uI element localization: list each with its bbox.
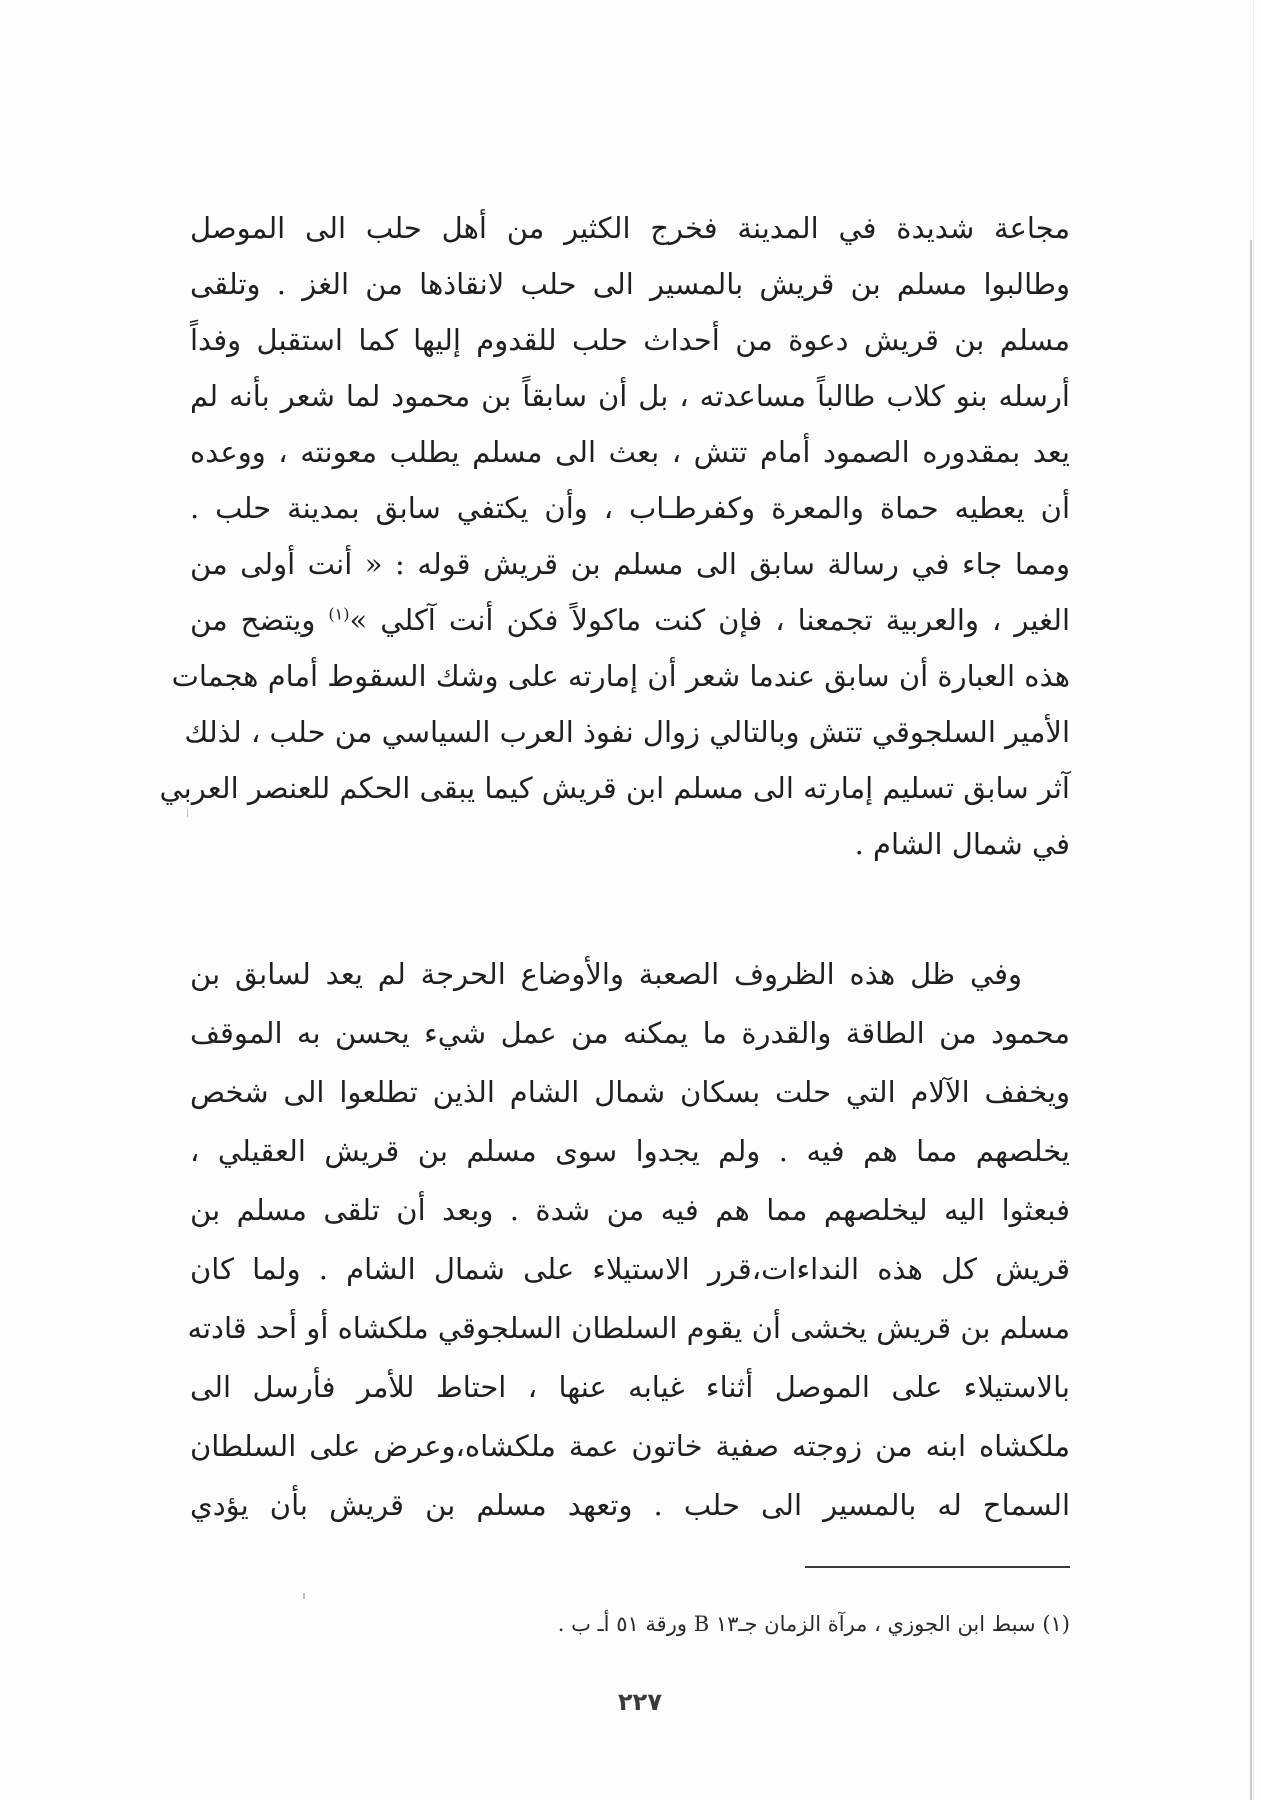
text-line: السماح له بالمسير الى حلب . وتعهد مسلم بن قريش بأن يؤدي	[190, 1488, 1070, 1522]
text-line: محمود من الطاقة والقدرة ما يمكنه من عمل شيء يحسن به الموقف	[190, 1016, 1070, 1050]
footnote: (١) سبط ابن الجوزي ، مرآة الزمان جـ١٣ B ورقة ٥١ أـ ب .	[557, 1612, 1070, 1636]
text-line: فبعثوا اليه ليخلصهم مما هم فيه من شدة . وبعد أن تلقى مسلم بن	[190, 1193, 1070, 1227]
text-line: هذه العبارة أن سابق عندما شعر أن إمارته على وشك السقوط أمام هجمات	[171, 659, 1070, 693]
text-line: قريش كل هذه النداءات،قرر الاستيلاء على شمال الشام . ولما كان	[190, 1252, 1070, 1286]
page-number: ٢٢٧	[618, 1688, 662, 1716]
page-binding-edge	[1250, 240, 1252, 1800]
scan-speck	[303, 1593, 305, 1599]
text-line: بالاستيلاء على الموصل أثناء غيابه عنها ، احتاط للأمر فأرسل الى	[190, 1370, 1070, 1404]
quote-text: الغير ، والعربية تجمعنا ، فإن كنت ماكولاً فكن أنت آكلي »	[349, 603, 1070, 637]
text-line: الأمير السلجوقي تتش وبالتالي زوال نفوذ العرب السياسي من حلب ، لذلك	[184, 715, 1070, 749]
text-line: في شمال الشام .	[854, 827, 1070, 861]
text-line-with-footnote	[190, 592, 1070, 648]
scan-speck	[187, 809, 188, 817]
text-line: ومما جاء في رسالة سابق الى مسلم بن قريش قوله : « أنت أولى من	[190, 547, 1070, 581]
text-line: أن يعطيه حماة والمعرة وكفرطـاب ، وأن يكتفي سابق بمدينة حلب .	[190, 491, 1070, 525]
text-line: وفي ظل هذه الظروف الصعبة والأوضاع الحرجة لم يعد لسابق بن	[190, 957, 1022, 991]
text-line: مسلم بن قريش يخشى أن يقوم السلطان السلجوقي ملكشاه أو أحد قادته	[187, 1311, 1070, 1345]
text-line: ويخفف الآلام التي حلت بسكان شمال الشام الذين تطلعوا الى شخص	[190, 1075, 1070, 1109]
text-line: وطالبوا مسلم بن قريش بالمسير الى حلب لانقاذها من الغز . وتلقى	[190, 267, 1070, 301]
text-line: ملكشاه ابنه من زوجته صفية خاتون عمة ملكشاه،وعرض على السلطان	[190, 1429, 1070, 1463]
text-line: مجاعة شديدة في المدينة فخرج الكثير من أهل حلب الى الموصل	[190, 211, 1070, 245]
paragraph-2	[187, 945, 1070, 1535]
text-line: يخلصهم مما هم فيه . ولم يجدوا سوى مسلم بن قريش العقيلي ،	[190, 1134, 1070, 1168]
paragraph-1	[159, 200, 1070, 872]
scan-edge-shadow	[1253, 0, 1254, 1800]
text-line: أرسله بنو كلاب طالباً مساعدته ، بل أن سابقاً بن محمود لما شعر بأنه لم	[190, 379, 1070, 413]
footnote-reference[interactable]: (١)	[328, 604, 350, 624]
quote-tail: ويتضح من	[190, 603, 329, 637]
footnote-separator	[805, 1566, 1070, 1568]
text-line: يعد بمقدوره الصمود أمام تتش ، بعث الى مسلم يطلب معونته ، ووعده	[190, 435, 1070, 469]
text-line: مسلم بن قريش دعوة من أحداث حلب للقدوم إليها كما استقبل وفداً	[190, 323, 1070, 357]
text-line: آثر سابق تسليم إمارته الى مسلم ابن قريش كيما يبقى الحكم للعنصر العربي	[159, 771, 1070, 805]
